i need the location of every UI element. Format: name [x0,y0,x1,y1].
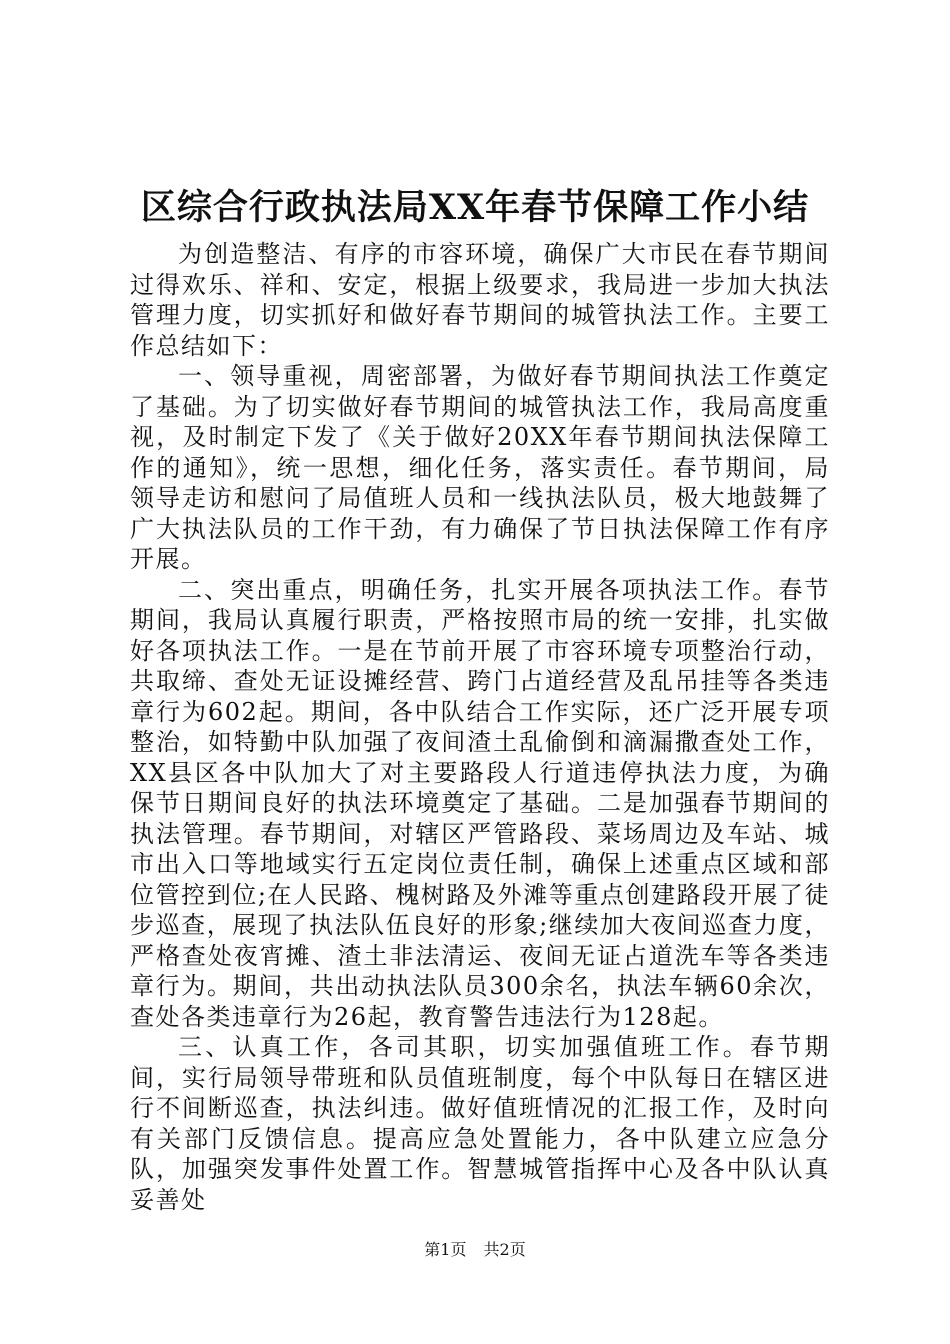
paragraph-intro: 为创造整洁、有序的市容环境，确保广大市民在春节期间过得欢乐、祥和、安定，根据上级要求，我局进一步加大执法管理力度，切实抓好和做好春节期间的城管执法工作。主要工作总结如下： [130,240,830,360]
paragraph-section-2: 二、突出重点，明确任务，扎实开展各项执法工作。春节期间，我局认真履行职责，严格按照市局的统一安排，扎实做好各项执法工作。一是在节前开展了市容环境专项整治行动，共取缔、查处无证设摊经营、跨门占道经营及乱吊挂等各类违章行为602起。期间，各中队结合工作实际，还广泛开展专项整治，如特勤中队加强了夜间渣土乱偷倒和滴漏撒查处工作，XX县区各中队加大了对主要路段人行道违停执法力度，为确保节日期间良好的执法环境奠定了基础。二是加强春节期间的执法管理。春节期间，对辖区严管路段、菜场周边及车站、城市出入口等地域实行五定岗位责任制，确保上述重点区域和部位管控到位;在人民路、槐树路及外滩等重点创建路段开展了徒步巡查，展现了执法队伍良好的形象;继续加大夜间巡查力度，严格查处夜宵摊、渣土非法清运、夜间无证占道洗车等各类违章行为。期间，共出动执法队员300余名，执法车辆60余次，查处各类违章行为26起，教育警告违法行为128起。 [130,575,830,1031]
document-body [130,239,830,1215]
page-number: 第1页 [424,1240,467,1259]
paragraph-section-1: 一、领导重视，周密部署，为做好春节期间执法工作奠定了基础。为了切实做好春节期间的城管执法工作，我局高度重视，及时制定下发了《关于做好20XX年春节期间执法保障工作的通知》，统一思想，细化任务，落实责任。春节期间，局领导走访和慰问了局值班人员和一线执法队员，极大地鼓舞了广大执法队员的工作干劲，有力确保了节日执法保障工作有序开展。 [130,362,830,573]
paragraph-section-3: 三、认真工作，各司其职，切实加强值班工作。春节期间，实行局领导带班和队员值班制度，每个中队每日在辖区进行不间断巡查，执法纠违。做好值班情况的汇报工作，及时向有关部门反馈信息。提高应急处置能力，各中队建立应急分队，加强突发事件处置工作。智慧城管指挥中心及各中队认真妥善处 [130,1033,830,1214]
page-footer [0,1240,950,1260]
document-title: 区综合行政执法局XX年春节保障工作小结 [140,187,810,228]
page-total: 共2页 [483,1240,526,1259]
